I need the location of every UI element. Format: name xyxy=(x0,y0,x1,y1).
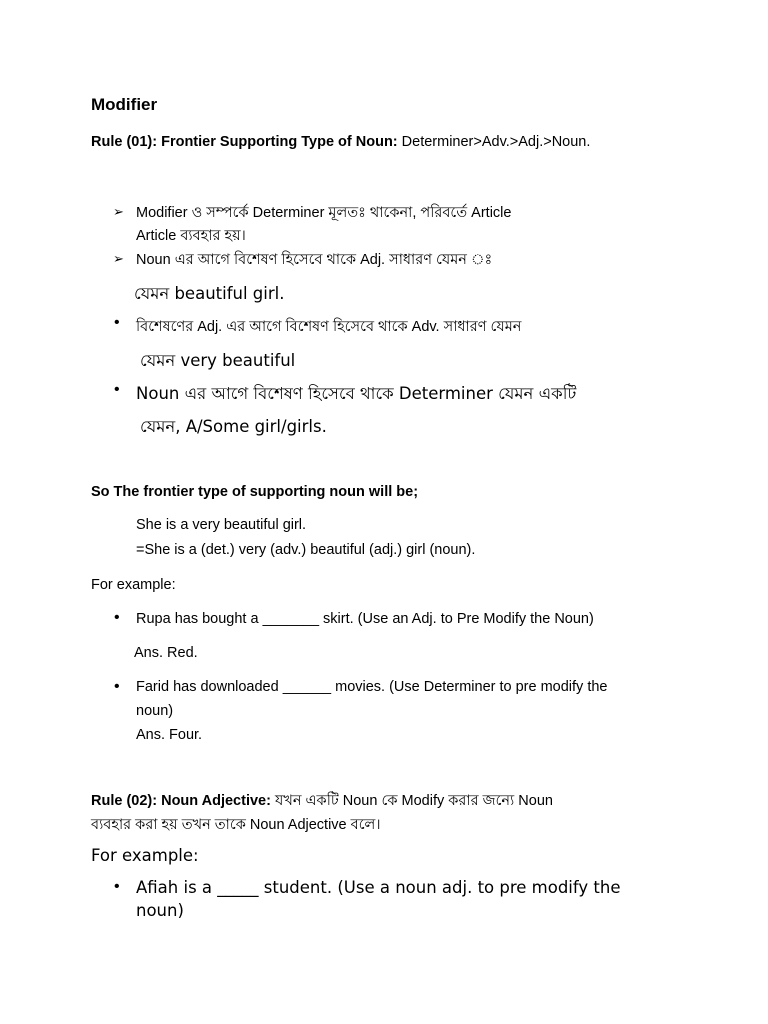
arrow-item-1-line1: Modifier ও সম্পর্কে Determiner মূলতঃ থাকেনা, পরিবর্তে Article xyxy=(136,205,512,221)
exercise-2-answer: Ans. Four. xyxy=(136,727,203,743)
rule-02-label: Rule (02): Noun Adjective: xyxy=(91,793,271,809)
rule-01 xyxy=(91,134,590,150)
arrow-bullet-icon: ➢ xyxy=(113,251,124,266)
rule-01-label: Rule (01): Frontier Supporting Type of Noun: xyxy=(91,134,398,150)
arrow-bullet-icon: ➢ xyxy=(113,204,124,219)
bullet-icon: • xyxy=(114,314,120,331)
bullet-item-2-line1: Noun এর আগে বিশেষণ হিসেবে থাকে Determiner যেমন একটি xyxy=(136,384,577,403)
bullet-icon: • xyxy=(114,878,120,895)
arrow-item-1-line2: Article ব্যবহার হয়। xyxy=(136,228,246,244)
frontier-summary-heading: So The frontier type of supporting noun will be; xyxy=(91,484,419,500)
bullet-icon: • xyxy=(114,609,120,626)
page-title: Modifier xyxy=(91,95,158,114)
rule-01-text: Determiner>Adv.>Adj.>Noun. xyxy=(397,134,591,150)
for-example-label-2: For example: xyxy=(91,846,199,865)
bullet-icon: • xyxy=(114,678,120,695)
rule-02-text: যখন একটি Noun কে Modify করার জন্যে Noun xyxy=(270,793,553,809)
exercise-1-question: Rupa has bought a _______ skirt. (Use an Adj. to Pre Modify the Noun) xyxy=(136,611,594,627)
arrow-item-2-line2: যেমন beautiful girl. xyxy=(134,284,285,303)
example-sentence: She is a very beautiful girl. xyxy=(136,517,307,533)
rule-02-text-cont: ব্যবহার করা হয় তখন তাকে Noun Adjective বলে। xyxy=(91,817,381,833)
exercise-3-question-cont: noun) xyxy=(136,901,184,920)
example-breakdown: =She is a (det.) very (adv.) beautiful (adj.) girl (noun). xyxy=(136,542,476,558)
exercise-3-question: Afiah is a _____ student. (Use a noun adj. to pre modify the xyxy=(136,878,621,897)
arrow-item-2-line1: Noun এর আগে বিশেষণ হিসেবে থাকে Adj. সাধারণ যেমন ঃ xyxy=(136,252,493,268)
exercise-2-question: Farid has downloaded ______ movies. (Use Determiner to pre modify the xyxy=(136,679,608,695)
bullet-item-1-line1: বিশেষণের Adj. এর আগে বিশেষণ হিসেবে থাকে Adv. সাধারণ যেমন xyxy=(136,319,522,335)
bullet-icon: • xyxy=(114,381,120,398)
rule-02 xyxy=(91,790,553,814)
for-example-label: For example: xyxy=(91,577,176,593)
exercise-2-question-cont: noun) xyxy=(136,703,174,719)
bullet-item-2-line2: যেমন, A/Some girl/girls. xyxy=(140,417,327,436)
bullet-item-1-line2: যেমন very beautiful xyxy=(140,351,296,370)
exercise-1-answer: Ans. Red. xyxy=(134,645,198,661)
